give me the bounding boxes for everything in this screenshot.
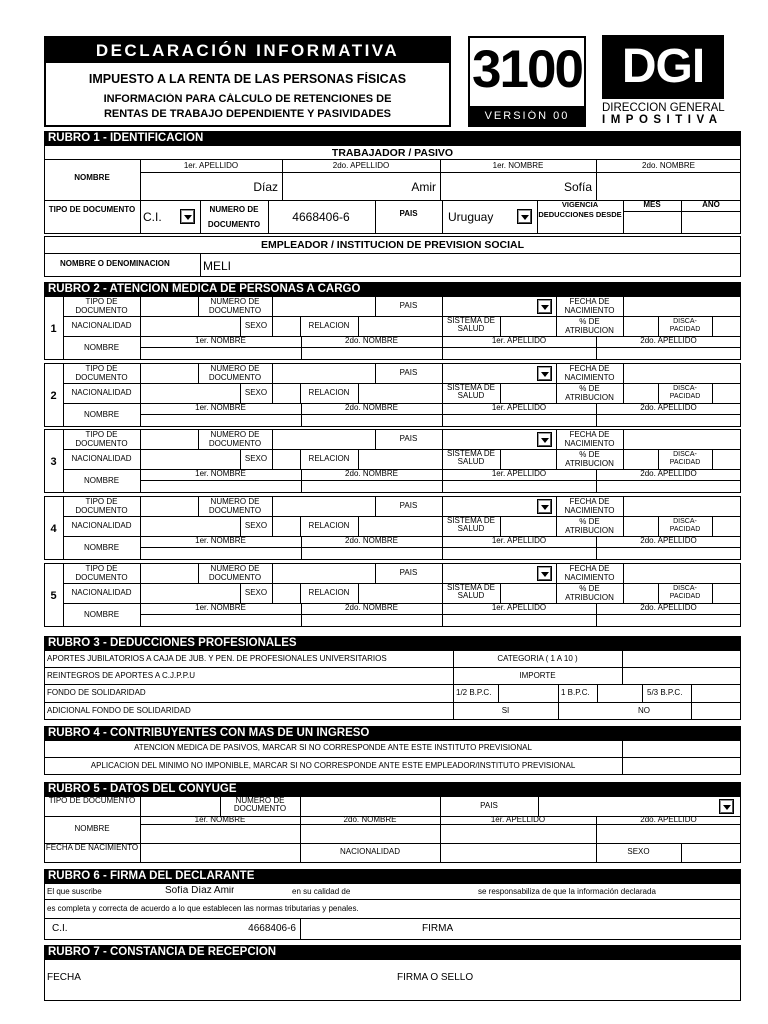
form-subtitle-rentas: RENTAS DE TRABAJO DEPENDIENTE Y PASIVIDADES: [103, 108, 392, 120]
mes-label: MES: [643, 201, 661, 209]
spouse-fecha-nac-label: FECHA DE NACIMIENTO: [45, 844, 139, 852]
person3-nombre2-label: 2do. NOMBRE: [345, 470, 398, 478]
recepcion-fecha-label: FECHA: [47, 973, 81, 983]
worker-numero-doc-label: NUMERO DE DOCUMENTO: [207, 205, 261, 229]
importe-label: IMPORTE: [519, 672, 556, 680]
person4-apellido1-label: 1er. APELLIDO: [491, 537, 547, 545]
person3-pais-dropdown[interactable]: [537, 432, 552, 447]
spouse-nombre-label: NOMBRE: [74, 825, 110, 833]
person4-number: 4: [50, 524, 57, 535]
ci-label: C.I.: [52, 924, 68, 934]
spouse-sexo-label: SEXO: [627, 848, 650, 856]
person1-discapacidad-label: DISCA- PACIDAD: [669, 318, 701, 333]
spouse-nombre2-label: 2do. NOMBRE: [343, 816, 397, 824]
person1-number: 1: [50, 324, 57, 335]
person5-sexo-label: SEXO: [244, 589, 268, 597]
worker-nombre1-field[interactable]: Sofía: [563, 180, 592, 194]
person5-sistema-salud-label: SISTEMA DE SALUD: [446, 584, 495, 600]
reintegros-label: REINTEGROS DE APORTES A C.J.P.P.U: [47, 672, 196, 680]
person5-nombre-label: NOMBRE: [83, 611, 120, 619]
anio-label: AÑO: [702, 201, 720, 209]
person2-nacionalidad-label: NACIONALIDAD: [71, 389, 132, 397]
denominacion-field[interactable]: MELI: [203, 259, 232, 273]
worker-tipo-doc-field[interactable]: C.I.: [143, 210, 162, 224]
worker-nombre1-label: 1er. NOMBRE: [492, 162, 544, 170]
person1-atribucion-label: % DE ATRIBUCION: [565, 317, 614, 335]
worker-apellido2-label: 2do. APELLIDO: [332, 162, 390, 170]
trabajador-header: TRABAJADOR / PASIVO: [331, 148, 454, 159]
rubro5-bar: RUBRO 5 - DATOS DEL CONYUGE: [44, 782, 741, 796]
spouse-pais-dropdown[interactable]: [719, 799, 734, 814]
person2-atribucion-label: % DE ATRIBUCION: [565, 384, 614, 402]
person5-nombre1-label: 1er. NOMBRE: [195, 604, 246, 612]
ci-value[interactable]: 4668406-6: [248, 924, 296, 934]
person4-nacionalidad-label: NACIONALIDAD: [71, 522, 132, 530]
person5-discapacidad-label: DISCA- PACIDAD: [669, 585, 701, 600]
person1-fecha-nac-label: FECHA DE NACIMIENTO: [564, 297, 615, 315]
spouse-numero-doc-label: NUMERO DE DOCUMENTO: [233, 797, 287, 813]
form-number: 3100: [472, 40, 582, 99]
person2-nombre1-label: 1er. NOMBRE: [195, 404, 246, 412]
person1-apellido2-label: 2do. APELLIDO: [640, 337, 697, 345]
person3-apellido2-label: 2do. APELLIDO: [640, 470, 697, 478]
minimo-label: APLICACIÓN DEL MÍNIMO NO IMPONIBLE, MARCAR SI NO CORRESPONDE ANTE ESTE EMPLEADOR/INSTITUTO PREVISIONAL: [90, 762, 576, 770]
person1-sexo-label: SEXO: [244, 322, 268, 330]
bpc-half-label: 1/2 B.P.C.: [456, 689, 492, 697]
worker-pais-label: PAÍS: [399, 210, 418, 218]
person1-nacionalidad-label: NACIONALIDAD: [71, 322, 132, 330]
importe-field[interactable]: [623, 668, 740, 684]
person1-tipo-doc-label: TIPO DE DOCUMENTO: [75, 297, 128, 315]
minimo-checkbox[interactable]: [623, 758, 740, 775]
rubro1-bar: RUBRO 1 - IDENTIFICACION: [44, 131, 741, 145]
person5-numero-doc-label: NUMERO DE DOCUMENTO: [208, 564, 262, 582]
spouse-apellido2-label: 2do. APELLIDO: [640, 816, 697, 824]
person3-sexo-label: SEXO: [244, 455, 268, 463]
person1-sistema-salud-label: SISTEMA DE SALUD: [446, 317, 495, 333]
person5-tipo-doc-label: TIPO DE DOCUMENTO: [75, 564, 128, 582]
person2-pais-dropdown[interactable]: [537, 366, 552, 381]
person4-numero-doc-label: NUMERO DE DOCUMENTO: [208, 497, 262, 515]
worker-apellido2-field[interactable]: Amir: [411, 180, 436, 194]
person3-apellido1-label: 1er. APELLIDO: [491, 470, 547, 478]
person2-nombre2-label: 2do. NOMBRE: [345, 404, 398, 412]
firma-sello-label: FIRMA O SELLO: [397, 973, 474, 983]
person4-nombre2-label: 2do. NOMBRE: [345, 537, 398, 545]
rubro2-bar: RUBRO 2 - ATENCION MEDICA DE PERSONAS A CARGO: [44, 282, 741, 296]
person5-atribucion-label: % DE ATRIBUCION: [565, 584, 614, 602]
person3-sistema-salud-label: SISTEMA DE SALUD: [446, 450, 495, 466]
person3-nacionalidad-label: NACIONALIDAD: [71, 455, 132, 463]
worker-tipo-doc-label: TIPO DE DOCUMENTO: [48, 205, 136, 214]
person3-relacion-label: RELACIÓN: [308, 455, 350, 463]
person5-pais-label: PAIS: [399, 569, 418, 577]
person4-apellido2-label: 2do. APELLIDO: [640, 537, 697, 545]
spouse-pais-label: PAÍS: [480, 802, 498, 810]
form-subtitle-tax: IMPUESTO A LA RENTA DE LAS PERSONAS FÍSICAS: [88, 72, 407, 86]
person5-fecha-nac-label: FECHA DE NACIMIENTO: [564, 564, 615, 582]
person5-number: 5: [50, 591, 57, 602]
person2-tipo-doc-label: TIPO DE DOCUMENTO: [75, 364, 128, 382]
rubro7-box: [44, 959, 741, 1001]
person2-sistema-salud-label: SISTEMA DE SALUD: [446, 384, 495, 400]
person4-fecha-nac-label: FECHA DE NACIMIENTO: [564, 497, 615, 515]
agency-name-line2: IMPOSITIVA: [602, 114, 723, 126]
bpc-5-3-label: 5/3 B.P.C.: [647, 689, 683, 697]
nombre-label: NOMBRE: [74, 174, 110, 182]
person5-relacion-label: RELACIÓN: [308, 589, 350, 597]
fondo-label: FONDO DE SOLIDARIDAD: [47, 689, 146, 697]
aportes-label: APORTES JUBILATORIOS A CAJA DE JUB. Y PEN. DE PROFESIONALES UNIVERSITARIOS: [47, 655, 387, 663]
form-title: DECLARACIÓN INFORMATIVA: [95, 41, 400, 60]
person4-sexo-label: SEXO: [244, 522, 268, 530]
spouse-apellido1-label: 1er. APELLIDO: [490, 816, 546, 824]
person4-pais-label: PAIS: [399, 502, 418, 510]
rubro6-bar: RUBRO 6 - FIRMA DEL DECLARANTE: [44, 869, 741, 883]
person2-discapacidad-label: DISCA- PACIDAD: [669, 385, 701, 400]
rubro3-bar: RUBRO 3 - DEDUCCIONES PROFESIONALES: [44, 636, 741, 650]
bpc-one-label: 1 B.P.C.: [561, 689, 590, 697]
person1-numero-doc-label: NUMERO DE DOCUMENTO: [208, 297, 262, 315]
person4-tipo-doc-label: TIPO DE DOCUMENTO: [75, 497, 128, 515]
person4-sistema-salud-label: SISTEMA DE SALUD: [446, 517, 495, 533]
responsabiliza-label: se responsabiliza de que la información declarada: [478, 888, 656, 896]
person2-number: 2: [50, 391, 57, 402]
spouse-tipo-doc-label: TIPO DE DOCUMENTO: [48, 797, 136, 805]
person3-number: 3: [50, 457, 57, 468]
person5-apellido1-label: 1er. APELLIDO: [491, 604, 547, 612]
form-subtitle-info: INFORMACIÓN PARA CÁLCULO DE RETENCIONES DE: [103, 93, 392, 105]
worker-apellido1-field[interactable]: Díaz: [253, 180, 278, 194]
denominacion-label: NOMBRE O DENOMINACIÓN: [60, 260, 170, 268]
atencion-pasivos-label: ATENCIÓN MÉDICA DE PASIVOS, MARCAR SI NO CORRESPONDE ANTE ESTE INSTITUTO PREVISIONAL: [134, 744, 532, 752]
categoria-field[interactable]: [623, 651, 740, 667]
si-label: SI: [501, 707, 510, 715]
form-version: VERSIÓN 00: [484, 110, 570, 122]
person4-nombre1-label: 1er. NOMBRE: [195, 537, 246, 545]
person5-apellido2-label: 2do. APELLIDO: [640, 604, 697, 612]
person4-pais-dropdown[interactable]: [537, 499, 552, 514]
person1-nombre1-label: 1er. NOMBRE: [195, 337, 246, 345]
person5-nombre2-label: 2do. NOMBRE: [345, 604, 398, 612]
person1-apellido1-label: 1er. APELLIDO: [491, 337, 547, 345]
firma-label: FIRMA: [422, 924, 454, 934]
person3-nombre1-label: 1er. NOMBRE: [195, 470, 246, 478]
person2-pais-label: PAIS: [399, 369, 418, 377]
worker-pais-field[interactable]: Uruguay: [448, 210, 494, 224]
person3-tipo-doc-label: TIPO DE DOCUMENTO: [75, 430, 128, 448]
person2-relacion-label: RELACIÓN: [308, 389, 350, 397]
person3-nombre-label: NOMBRE: [83, 477, 120, 485]
person1-nombre2-label: 2do. NOMBRE: [345, 337, 398, 345]
suscribe-name[interactable]: Sofía Díaz Amir: [165, 886, 235, 896]
person2-sexo-label: SEXO: [244, 389, 268, 397]
worker-apellido1-label: 1er. APELLIDO: [183, 162, 239, 170]
rubro4-bar: RUBRO 4 - CONTRIBUYENTES CON MAS DE UN INGRESO: [44, 726, 741, 740]
person3-atribucion-label: % DE ATRIBUCION: [565, 450, 614, 468]
person3-discapacidad-label: DISCA- PACIDAD: [669, 451, 701, 466]
spouse-nacionalidad-label: NACIONALIDAD: [339, 848, 400, 856]
no-label: NO: [638, 707, 650, 715]
person1-pais-label: PAIS: [399, 302, 418, 310]
person3-pais-label: PAIS: [399, 435, 418, 443]
person1-nombre-label: NOMBRE: [83, 344, 120, 352]
person4-atribucion-label: % DE ATRIBUCION: [565, 517, 614, 535]
person3-fecha-nac-label: FECHA DE NACIMIENTO: [564, 430, 615, 448]
suscribe-label: El que suscribe: [47, 888, 102, 896]
pais-dropdown[interactable]: [517, 209, 532, 224]
person1-pais-dropdown[interactable]: [537, 299, 552, 314]
worker-numero-doc-field[interactable]: 4668406-6: [292, 210, 350, 224]
worker-nombre2-label: 2do. NOMBRE: [642, 162, 695, 170]
completa-label: es completa y correcta de acuerdo a lo que establecen las normas tributarias y penales.: [47, 905, 359, 913]
person5-pais-dropdown[interactable]: [537, 566, 552, 581]
person2-numero-doc-label: NUMERO DE DOCUMENTO: [208, 364, 262, 382]
rubro7-bar: RUBRO 7 - CONSTANCIA DE RECEPCION: [44, 945, 741, 959]
person2-nombre-label: NOMBRE: [83, 411, 120, 419]
person2-apellido1-label: 1er. APELLIDO: [491, 404, 547, 412]
categoria-label: CATEGORÍA ( 1 A 10 ): [497, 655, 578, 663]
person2-apellido2-label: 2do. APELLIDO: [640, 404, 697, 412]
person4-discapacidad-label: DISCA- PACIDAD: [669, 518, 701, 533]
person1-relacion-label: RELACIÓN: [308, 322, 350, 330]
agency-name-line1: DIRECCIÓN GENERAL: [602, 102, 725, 114]
person4-relacion-label: RELACIÓN: [308, 522, 350, 530]
vigencia-label: VIGENCIA DEDUCCIONES DESDE: [538, 200, 622, 219]
calidad-label: en su calidad de: [292, 888, 351, 896]
empleador-header: EMPLEADOR / INSTITUCION DE PREVISION SOCIAL: [260, 240, 525, 251]
person5-nacionalidad-label: NACIONALIDAD: [71, 589, 132, 597]
adicional-label: ADICIONAL FONDO DE SOLIDARIDAD: [47, 707, 191, 715]
atencion-pasivos-checkbox[interactable]: [623, 741, 740, 757]
spouse-nombre1-label: 1er. NOMBRE: [194, 816, 246, 824]
dgi-logo-text: DGI: [621, 40, 705, 93]
person4-nombre-label: NOMBRE: [83, 544, 120, 552]
tipo-doc-dropdown[interactable]: [180, 209, 195, 224]
person2-fecha-nac-label: FECHA DE NACIMIENTO: [564, 364, 615, 382]
person3-numero-doc-label: NUMERO DE DOCUMENTO: [208, 430, 262, 448]
